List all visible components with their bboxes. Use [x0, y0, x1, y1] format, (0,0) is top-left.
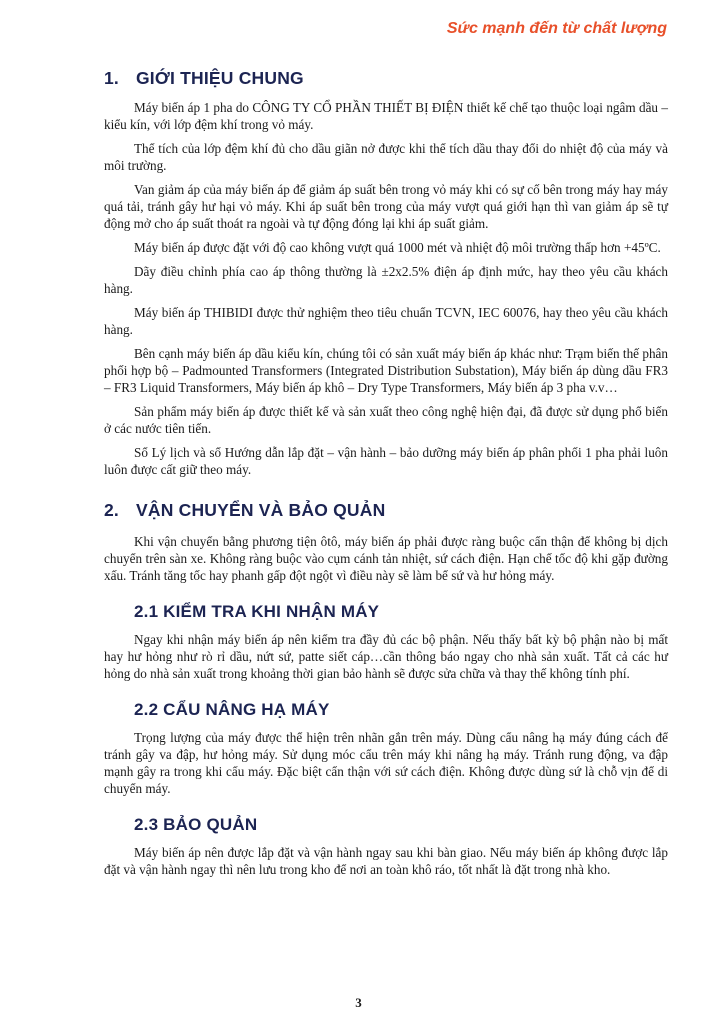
paragraph: Ngay khi nhận máy biến áp nên kiểm tra đầy đủ các bộ phận. Nếu thấy bất kỳ bộ phận nào bị mất hay hư hỏng như rò rỉ dầu, nứt sứ, patte siết cáp…cần thông báo ngay cho nhà sản xuất. Tất cả các hư hỏng do nhà sản xuất trong khoảng thời gian bảo hành sẽ được sửa chữa và thay thế không tính phí. [104, 632, 668, 681]
document-body [104, 68, 668, 878]
subsection-2-3-title: 2.3 BẢO QUẢN [134, 815, 258, 834]
section-2-heading [104, 500, 668, 521]
subsection-2-2-title: 2.2 CẨU NÂNG HẠ MÁY [134, 700, 330, 719]
subsection-2-1-title: 2.1 KIỂM TRA KHI NHẬN MÁY [134, 602, 380, 621]
paragraph: Sổ Lý lịch và sổ Hướng dẫn lắp đặt – vận hành – bảo dưỡng máy biến áp phân phối 1 pha phải luôn luôn được cất giữ theo máy. [104, 445, 668, 477]
paragraph: Trọng lượng của máy được thể hiện trên nhãn gắn trên máy. Dùng cẩu nâng hạ máy đúng cách để tránh gây va đập, hư hỏng máy. Sử dụng móc cẩu trên máy khi nâng hạ máy. Tránh rung động, va đập mạnh gây ra trong khi cẩu máy. Đặc biệt cẩn thận với sứ cách điện. Không được dùng sứ là chỗ vịn để di chuyển máy. [104, 730, 668, 796]
paragraph: Máy biến áp 1 pha do CÔNG TY CỔ PHẦN THIẾT BỊ ĐIỆN thiết kế chế tạo thuộc loại ngâm dầu – kiểu kín, với lớp đệm khí trong vỏ máy. [104, 100, 668, 132]
paragraph: Bên cạnh máy biến áp dầu kiểu kín, chúng tôi có sản xuất máy biến áp khác như: Trạm biến thế phân phối hợp bộ – Padmounted Transformers (Integrated Distribution Substation), Máy biến áp dùng dầu FR3 – FR3 Liquid Transformers, Máy biến áp khô – Dry Type Transformers, Máy biến áp 3 pha v.v… [104, 346, 668, 395]
paragraph: Van giảm áp của máy biến áp để giảm áp suất bên trong vỏ máy khi có sự cố bên trong máy hay máy quá tải, tránh gây hư hại vỏ máy. Khi áp suất bên trong của máy vượt quá giới hạn thì van giảm áp sẽ tự động mở cho áp suất thoát ra ngoài và tự động đóng lại khi áp suất giảm. [104, 182, 668, 231]
page-number: 3 [355, 995, 362, 1010]
section-1-title: GIỚI THIỆU CHUNG [136, 68, 304, 88]
paragraph: Máy biến áp được đặt với độ cao không vượt quá 1000 mét và nhiệt độ môi trường thấp hơn +45ºC. [134, 240, 661, 255]
paragraph: Dãy điều chỉnh phía cao áp thông thường là ±2x2.5% điện áp định mức, hay theo yêu cầu khách hàng. [104, 264, 668, 296]
paragraph: Sản phẩm máy biến áp được thiết kế và sản xuất theo công nghệ hiện đại, đã được sử dụng phổ biến ở các nước tiên tiến. [104, 404, 668, 436]
paragraph: Khi vận chuyển bằng phương tiện ôtô, máy biến áp phải được ràng buộc cẩn thận để không bị dịch chuyển trên sàn xe. Không ràng buộc vào cụm cánh tản nhiệt, sứ cách điện. Hạn chế tốc độ khi gặp đường xấu. Tránh tăng tốc hay phanh gấp đột ngột vì điều này sẽ làm bể sứ và hư hỏng máy. [104, 534, 668, 583]
section-2-title: VẬN CHUYỂN VÀ BẢO QUẢN [136, 500, 386, 520]
paragraph: Máy biến áp THIBIDI được thử nghiệm theo tiêu chuẩn TCVN, IEC 60076, hay theo yêu cầu khách hàng. [104, 305, 668, 337]
section-1-heading [104, 68, 668, 89]
section-1-number: 1. [104, 68, 119, 88]
paragraph: Thể tích của lớp đệm khí đủ cho dầu giãn nở được khi thể tích dầu thay đổi do nhiệt độ của máy và môi trường. [104, 141, 668, 173]
paragraph: Máy biến áp nên được lắp đặt và vận hành ngay sau khi bàn giao. Nếu máy biến áp không được lắp đặt và vận hành ngay thì nên lưu trong kho để nơi an toàn khô ráo, tốt nhất là đặt trong nhà kho. [104, 845, 668, 877]
header-tagline: Sức mạnh đến từ chất lượng [446, 20, 667, 37]
section-2-number: 2. [104, 500, 119, 520]
